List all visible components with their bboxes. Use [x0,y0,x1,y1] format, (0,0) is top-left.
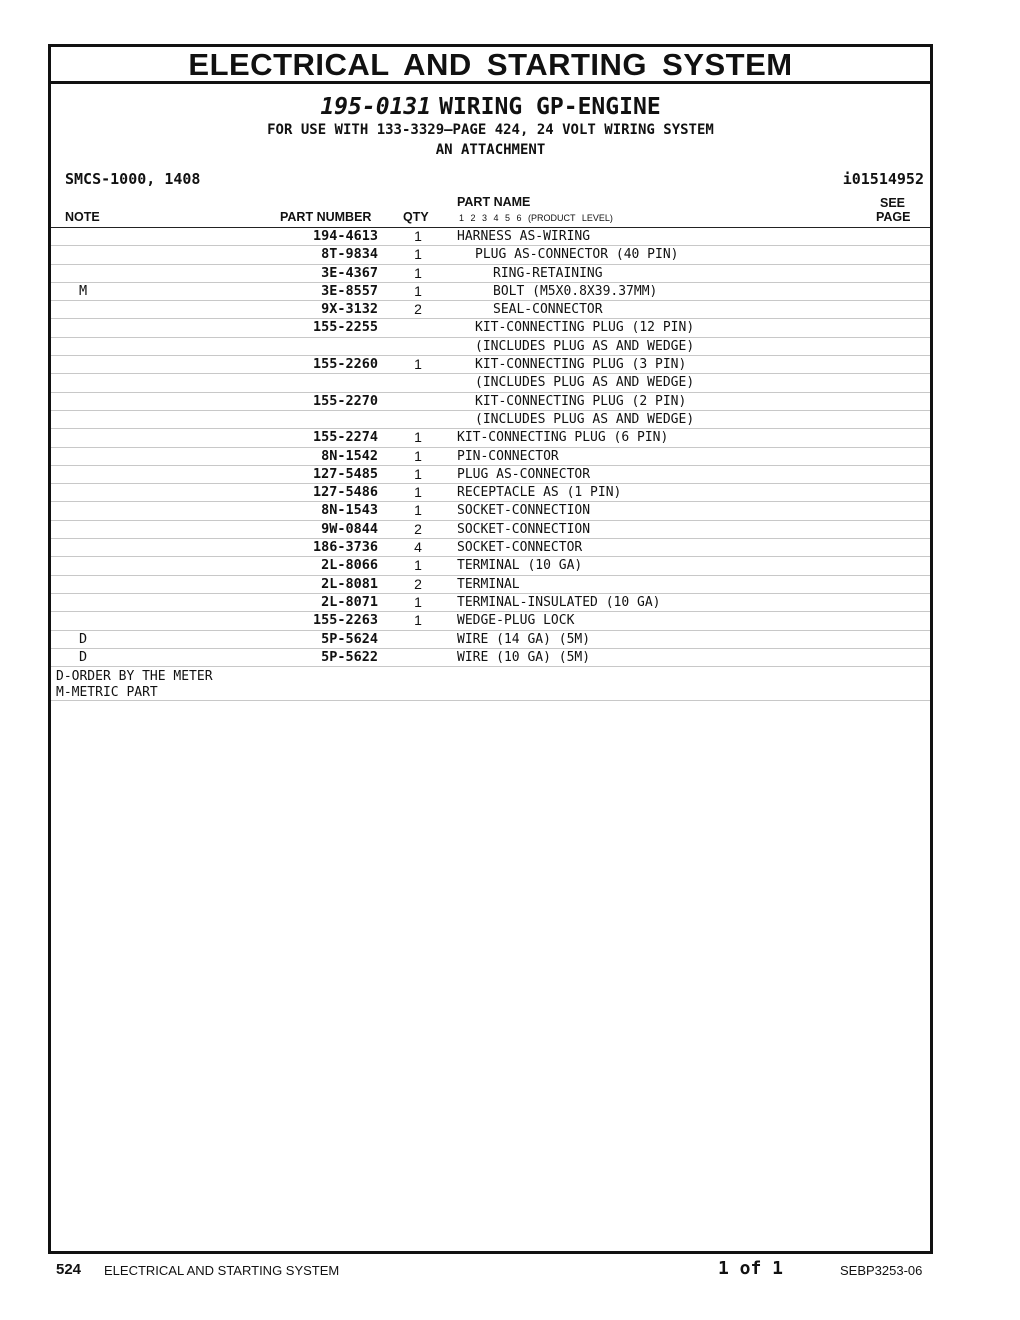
row-part-name: (INCLUDES PLUG AS AND WEDGE) [475,411,695,427]
table-row [51,283,930,301]
row-part-name: KIT-CONNECTING PLUG (12 PIN) [475,320,695,336]
product-level-header: 1 2 3 4 5 6 (PRODUCT LEVEL) [459,213,613,223]
row-part-number: 8T-9834 [321,246,378,263]
parts-table [51,228,930,667]
section-title: ELECTRICAL AND STARTING SYSTEM [51,47,930,84]
row-qty: 1 [414,356,422,373]
row-part-name: TERMINAL [457,576,520,592]
table-row [51,265,930,283]
row-part-number: 2L-8071 [321,593,378,610]
row-part-name: WIRE (14 GA) (5M) [457,631,591,647]
smcs-row [51,170,930,192]
table-row [51,594,930,612]
attachment-line: AN ATTACHMENT [435,142,546,158]
table-row [51,612,930,630]
row-qty: 2 [414,575,422,592]
table-row [51,466,930,484]
row-part-name: PIN-CONNECTOR [457,448,559,464]
row-qty: 1 [414,502,422,519]
row-qty: 1 [414,593,422,610]
part-number-header: PART NUMBER [280,210,372,224]
row-qty: 1 [414,612,422,629]
table-row [51,429,930,447]
table-row [51,374,930,392]
row-part-name: KIT-CONNECTING PLUG (2 PIN) [475,393,687,409]
table-row [51,393,930,411]
row-part-name: WIRE (10 GA) (5M) [457,649,591,665]
document-id: SEBP3253-06 [840,1263,923,1278]
table-row [51,338,930,356]
row-qty: 1 [414,282,422,299]
table-row [51,539,930,557]
row-part-name: PLUG AS-CONNECTOR [457,466,591,482]
row-note: D [79,630,88,647]
row-part-number: 2L-8066 [321,557,378,574]
row-part-number: 155-2270 [312,392,378,409]
row-part-name: SOCKET-CONNECTION [457,521,591,537]
table-row [51,521,930,539]
row-part-name: (INCLUDES PLUG AS AND WEDGE) [475,375,695,391]
table-row [51,448,930,466]
smcs-code: SMCS-1000, 1408 [65,170,201,188]
row-qty: 1 [414,484,422,501]
row-part-number: 3E-8557 [321,282,378,299]
table-row [51,301,930,319]
footer-section: ELECTRICAL AND STARTING SYSTEM [104,1263,340,1278]
page-of: 1 of 1 [718,1258,784,1279]
part-name-header: PART NAME [457,195,531,209]
row-qty: 4 [414,539,422,556]
row-part-number: 155-2260 [312,356,378,373]
column-headers [51,192,930,228]
row-part-name: WEDGE-PLUG LOCK [457,613,575,629]
row-part-number: 8N-1542 [321,447,378,464]
group-title [51,94,930,120]
row-part-name: RECEPTACLE AS (1 PIN) [457,485,622,501]
row-part-name: BOLT (M5X0.8X39.37MM) [493,283,658,299]
row-part-name: TERMINAL (10 GA) [457,558,583,574]
row-part-number: 155-2263 [312,612,378,629]
row-part-name: SOCKET-CONNECTOR [457,540,583,556]
row-part-name: KIT-CONNECTING PLUG (6 PIN) [457,430,669,446]
row-part-number: 9X-3132 [321,301,378,318]
row-part-number: 5P-5624 [321,630,378,647]
row-part-number: 3E-4367 [321,264,378,281]
row-part-name: PLUG AS-CONNECTOR (40 PIN) [475,247,679,263]
row-qty: 1 [414,447,422,464]
table-row [51,502,930,520]
row-part-name: RING-RETAINING [493,265,603,281]
row-part-number: 5P-5622 [321,648,378,665]
row-part-name: TERMINAL-INSULATED (10 GA) [457,594,661,610]
row-part-number: 8N-1543 [321,502,378,519]
row-note: M [79,282,88,299]
row-part-name: SEAL-CONNECTOR [493,302,603,318]
row-qty: 1 [414,228,422,244]
row-part-number: 186-3736 [312,539,378,556]
illustration-id: i01514952 [842,170,924,188]
row-qty: 1 [414,429,422,446]
row-part-name: SOCKET-CONNECTION [457,503,591,519]
row-qty: 1 [414,264,422,281]
page-footer [0,1260,1020,1284]
row-qty: 1 [414,465,422,482]
group-number: 195-0131 [320,94,432,120]
table-row [51,411,930,429]
row-part-name: (INCLUDES PLUG AS AND WEDGE) [475,338,695,354]
row-part-number: 127-5486 [312,484,378,501]
row-part-number: 155-2274 [312,429,378,446]
row-part-number: 2L-8081 [321,575,378,592]
qty-header: QTY [403,210,429,224]
group-name: WIRING GP-ENGINE [439,94,661,120]
page-number: 524 [56,1261,82,1278]
table-row [51,356,930,374]
note-m: M-METRIC PART [56,684,158,700]
table-row [51,649,930,667]
table-row [51,631,930,649]
see-header: SEE [880,196,906,210]
parts-page-frame [48,44,933,1254]
row-part-number: 194-4613 [312,228,378,244]
page-header: PAGE [876,210,911,224]
table-row [51,576,930,594]
table-row [51,228,930,246]
row-part-name: HARNESS AS-WIRING [457,229,591,244]
use-with-line: FOR USE WITH 133-3329—PAGE 424, 24 VOLT WIRING SYSTEM [267,122,714,138]
notes-legend [51,667,930,701]
row-note: D [79,648,88,665]
table-row [51,246,930,264]
note-d: D-ORDER BY THE METER [56,669,213,685]
row-part-name: KIT-CONNECTING PLUG (3 PIN) [475,357,687,373]
row-qty: 2 [414,520,422,537]
row-qty: 2 [414,301,422,318]
row-qty: 1 [414,246,422,263]
row-part-number: 9W-0844 [321,520,378,537]
row-part-number: 155-2255 [312,319,378,336]
table-row [51,484,930,502]
table-row [51,557,930,575]
row-part-number: 127-5485 [312,465,378,482]
row-qty: 1 [414,557,422,574]
note-header: NOTE [65,210,100,224]
table-row [51,319,930,337]
